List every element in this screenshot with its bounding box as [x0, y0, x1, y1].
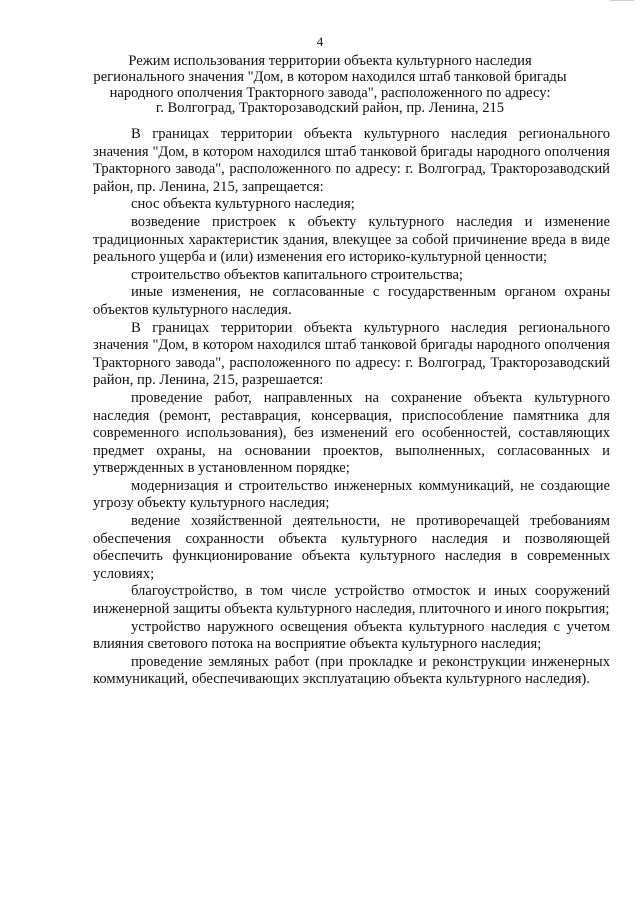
title-line: регионального значения "Дом, в котором находился штаб танковой бригады [93, 68, 567, 85]
allowed-item: модернизация и строительство инженерных коммуникаций, не создающие угрозу объекту культурного наследия; [93, 477, 610, 512]
document-title [60, 54, 600, 117]
prohibited-item: возведение пристроек к объекту культурного наследия и изменение традиционных характеристик здания, влекущее за собой причинение вреда в виде реального ущерба и (или) изменения его историко-культурной ценности; [93, 213, 610, 266]
scan-artifact [610, 0, 634, 4]
page-number: 4 [316, 34, 324, 49]
allowed-item: проведение земляных работ (при прокладке и реконструкции инженерных коммуникаций, обеспечивающих эксплуатацию объекта культурного наследия). [93, 653, 610, 688]
allowed-intro-paragraph: В границах территории объекта культурного наследия регионального значения "Дом, в котором находился штаб танковой бригады народного ополчения Тракторного завода", расположенного по адресу: г. Волгоград, Тракторозаводский район, пр. Ленина, 215, разрешается: [93, 319, 610, 389]
prohibited-item: снос объекта культурного наследия; [131, 196, 355, 213]
prohibited-item: иные изменения, не согласованные с государственным органом охраны объектов культурного наследия. [93, 284, 610, 318]
title-line: народного ополчения Тракторного завода", расположенного по адресу: [109, 84, 551, 101]
allowed-item: проведение работ, направленных на сохранение объекта культурного наследия (ремонт, реставрация, консервация, приспособление памятника для современного использования), без изменений его особенностей, составляющих предмет охраны, на основании проектов, выполненных, согласованных и утвержденных в установленном порядке; [93, 389, 610, 477]
prohibited-intro-paragraph: В границах территории объекта культурного наследия регионального значения "Дом, в котором находился штаб танковой бригады народного ополчения Тракторного завода", расположенного по адресу: г. Волгоград, Тракторозаводский район, пр. Ленина, 215, запрещается: [93, 126, 610, 195]
document-body [93, 126, 610, 689]
prohibited-item: строительство объектов капитального строительства; [131, 266, 463, 283]
title-line: г. Волгоград, Тракторозаводский район, пр. Ленина, 215 [155, 100, 505, 117]
title-line: Режим использования территории объекта культурного наследия [128, 53, 532, 69]
allowed-item: ведение хозяйственной деятельности, не противоречащей требованиям обеспечения сохранности объекта культурного наследия и позволяющей обеспечить функционирование объекта культурного наследия в современных условиях; [93, 513, 610, 582]
allowed-item: благоустройство, в том числе устройство отмосток и иных сооружений инженерной защиты объекта культурного наследия, плиточного и иного покрытия; [93, 583, 610, 618]
allowed-item: устройство наружного освещения объекта культурного наследия с учетом влияния светового потока на восприятие объекта культурного наследия; [93, 618, 610, 653]
